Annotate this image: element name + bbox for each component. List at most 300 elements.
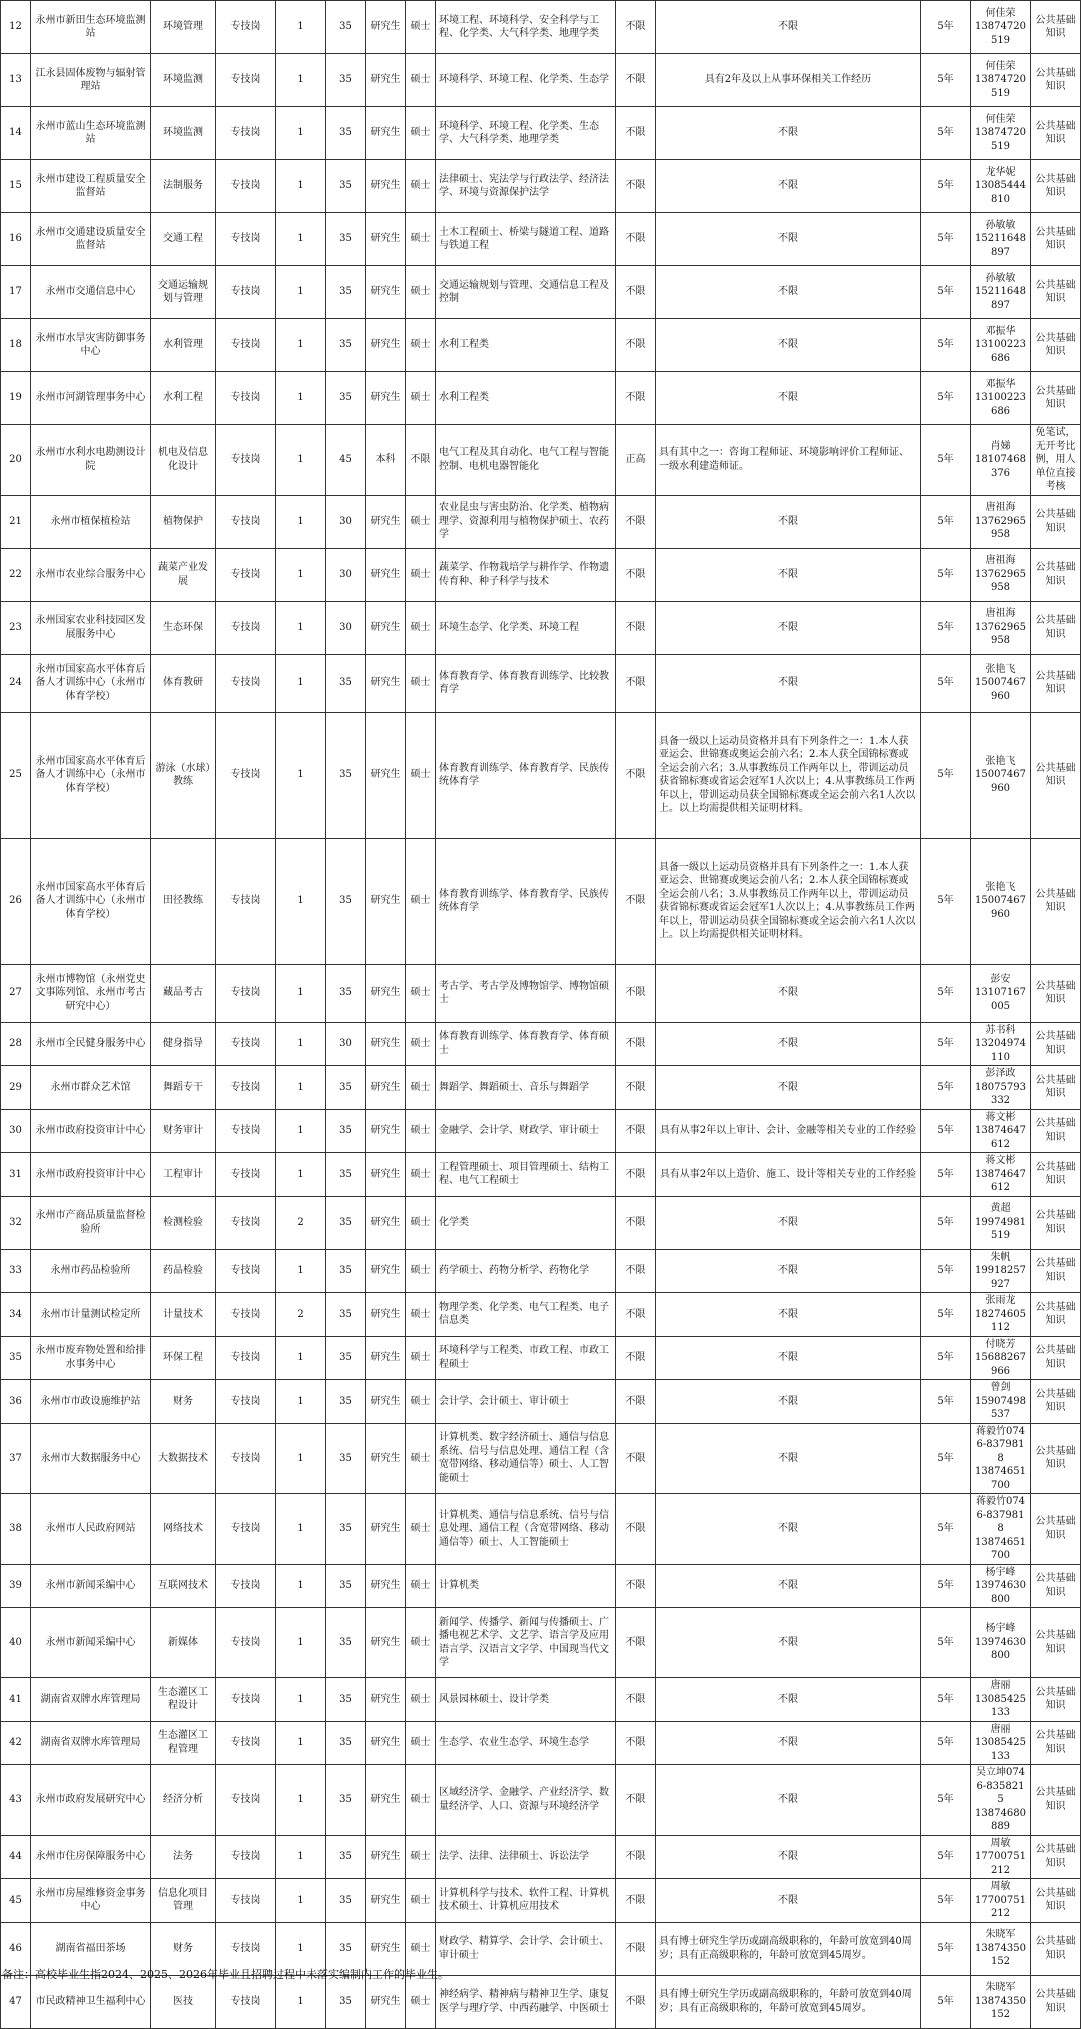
cell-education: 研究生: [366, 1022, 406, 1066]
cell-headcount: 1: [276, 1975, 326, 2028]
cell-service-years: 5年: [921, 1494, 971, 1565]
cell-headcount: 1: [276, 107, 326, 160]
cell-education: 研究生: [366, 266, 406, 319]
cell-contact: 朱晓军 13874350152: [971, 1922, 1031, 1975]
cell-degree: 硕士: [406, 1564, 436, 1608]
cell-title-requirement: 不限: [616, 1678, 656, 1722]
cell-major: 财政学、精算学、会计学、会计硕士、审计硕士: [436, 1922, 616, 1975]
cell-row-number: 42: [1, 1721, 31, 1765]
cell-age-limit: 35: [326, 1293, 366, 1337]
cell-post-name: 大数据技术: [151, 1423, 216, 1494]
cell-degree: 硕士: [406, 1975, 436, 2028]
cell-service-years: 5年: [921, 1336, 971, 1380]
cell-post-category: 专技岗: [216, 654, 276, 712]
cell-post-category: 专技岗: [216, 266, 276, 319]
cell-major: 会计学、会计硕士、审计硕士: [436, 1380, 616, 1424]
cell-headcount: 1: [276, 1678, 326, 1722]
cell-exam-subject: 公共基础知识: [1031, 1975, 1081, 2028]
cell-exam-subject: 公共基础知识: [1031, 1293, 1081, 1337]
cell-other-requirement: 具有从事2年以上审计、会计、金融等相关专业的工作经验: [656, 1109, 921, 1153]
cell-education: 研究生: [366, 838, 406, 964]
cell-major: 法律硕士、宪法学与行政法学、经济法学、环境与资源保护法学: [436, 160, 616, 213]
cell-degree: 硕士: [406, 1249, 436, 1293]
cell-unit-name: 永州市房屋维修资金事务中心: [31, 1879, 151, 1923]
cell-headcount: 1: [276, 1022, 326, 1066]
cell-age-limit: 35: [326, 1066, 366, 1110]
cell-headcount: 1: [276, 1608, 326, 1678]
cell-title-requirement: 不限: [616, 1066, 656, 1110]
table-row: [1, 712, 1081, 838]
cell-post-name: 舞蹈专干: [151, 1066, 216, 1110]
cell-title-requirement: 不限: [616, 107, 656, 160]
cell-row-number: 15: [1, 160, 31, 213]
cell-exam-subject: 公共基础知识: [1031, 1, 1081, 54]
cell-contact: 吴立坤0746-8358215 13874680889: [971, 1765, 1031, 1836]
table-row: [1, 1336, 1081, 1380]
cell-row-number: 21: [1, 495, 31, 548]
table-row: [1, 601, 1081, 654]
cell-post-category: 专技岗: [216, 1494, 276, 1565]
cell-post-name: 工程审计: [151, 1153, 216, 1197]
cell-title-requirement: 不限: [616, 964, 656, 1022]
cell-other-requirement: 具有从事2年以上造价、施工、设计等相关专业的工作经验: [656, 1153, 921, 1197]
cell-major: 电气工程及其自动化、电气工程与智能控制、电机电器智能化: [436, 425, 616, 496]
cell-other-requirement: 不限: [656, 1, 921, 54]
cell-other-requirement: 不限: [656, 1249, 921, 1293]
cell-post-name: 游泳（水球）教练: [151, 712, 216, 838]
cell-degree: 硕士: [406, 1066, 436, 1110]
cell-service-years: 5年: [921, 1678, 971, 1722]
cell-age-limit: 35: [326, 1564, 366, 1608]
cell-title-requirement: 不限: [616, 1879, 656, 1923]
cell-education: 研究生: [366, 1922, 406, 1975]
cell-post-name: 网络技术: [151, 1494, 216, 1565]
cell-title-requirement: 不限: [616, 1608, 656, 1678]
cell-service-years: 5年: [921, 319, 971, 372]
cell-contact: 唐丽 13085425133: [971, 1678, 1031, 1722]
cell-exam-subject: 公共基础知识: [1031, 1922, 1081, 1975]
cell-age-limit: 30: [326, 601, 366, 654]
cell-exam-subject: 公共基础知识: [1031, 1022, 1081, 1066]
cell-headcount: 1: [276, 160, 326, 213]
cell-service-years: 5年: [921, 1721, 971, 1765]
cell-degree: 硕士: [406, 1153, 436, 1197]
cell-headcount: 1: [276, 54, 326, 107]
cell-post-name: 机电及信息化设计: [151, 425, 216, 496]
cell-exam-subject: 公共基础知识: [1031, 160, 1081, 213]
cell-other-requirement: 不限: [656, 1608, 921, 1678]
cell-other-requirement: 不限: [656, 1336, 921, 1380]
cell-major: 环境科学、环境工程、化学类、生态学、大气科学类、地理学类: [436, 107, 616, 160]
cell-education: 研究生: [366, 1109, 406, 1153]
cell-unit-name: 永州市住房保障服务中心: [31, 1835, 151, 1879]
cell-post-name: 生态环保: [151, 601, 216, 654]
table-row: [1, 107, 1081, 160]
cell-post-category: 专技岗: [216, 107, 276, 160]
cell-headcount: 1: [276, 372, 326, 425]
cell-education: 研究生: [366, 1, 406, 54]
cell-contact: 唐丽 13085425133: [971, 1721, 1031, 1765]
cell-unit-name: 永州市全民健身服务中心: [31, 1022, 151, 1066]
cell-title-requirement: 不限: [616, 838, 656, 964]
cell-age-limit: 45: [326, 425, 366, 496]
cell-post-category: 专技岗: [216, 1975, 276, 2028]
cell-education: 研究生: [366, 372, 406, 425]
cell-education: 研究生: [366, 601, 406, 654]
cell-education: 本科: [366, 425, 406, 496]
cell-other-requirement: 不限: [656, 1835, 921, 1879]
cell-row-number: 46: [1, 1922, 31, 1975]
cell-exam-subject: 公共基础知识: [1031, 1835, 1081, 1879]
cell-education: 研究生: [366, 160, 406, 213]
cell-post-name: 水利管理: [151, 319, 216, 372]
footnote: 备注：高校毕业生指2024、2025、2026年毕业且招聘过程中未落实编制内工作的毕业生。: [2, 1968, 449, 1981]
table-row: [1, 1293, 1081, 1337]
cell-post-category: 专技岗: [216, 601, 276, 654]
cell-title-requirement: 不限: [616, 160, 656, 213]
cell-exam-subject: 公共基础知识: [1031, 1249, 1081, 1293]
cell-exam-subject: 公共基础知识: [1031, 213, 1081, 266]
cell-age-limit: 35: [326, 319, 366, 372]
cell-post-category: 专技岗: [216, 1293, 276, 1337]
cell-major: 蔬菜学、作物栽培学与耕作学、作物遗传育种、种子科学与技术: [436, 548, 616, 601]
cell-major: 水利工程类: [436, 372, 616, 425]
cell-title-requirement: 不限: [616, 1109, 656, 1153]
cell-unit-name: 永州市群众艺术馆: [31, 1066, 151, 1110]
cell-other-requirement: 不限: [656, 601, 921, 654]
cell-unit-name: 湖南省双牌水库管理局: [31, 1678, 151, 1722]
cell-contact: 邓振华 13100223686: [971, 372, 1031, 425]
cell-contact: 龙华妮 13085444810: [971, 160, 1031, 213]
cell-post-category: 专技岗: [216, 1196, 276, 1249]
cell-headcount: 1: [276, 1879, 326, 1923]
cell-headcount: 1: [276, 213, 326, 266]
cell-row-number: 31: [1, 1153, 31, 1197]
cell-unit-name: 永州市交通建设质量安全监督站: [31, 213, 151, 266]
cell-title-requirement: 不限: [616, 1494, 656, 1565]
cell-age-limit: 35: [326, 1153, 366, 1197]
cell-row-number: 35: [1, 1336, 31, 1380]
cell-major: 法学、法律、法律硕士、诉讼法学: [436, 1835, 616, 1879]
cell-contact: 何佳荣 13874720519: [971, 1, 1031, 54]
cell-contact: 周敏 17700751212: [971, 1835, 1031, 1879]
cell-service-years: 5年: [921, 1380, 971, 1424]
cell-row-number: 19: [1, 372, 31, 425]
cell-unit-name: 永州市药品检验所: [31, 1249, 151, 1293]
cell-other-requirement: 不限: [656, 1765, 921, 1836]
cell-contact: 蒋文彬 13874647612: [971, 1153, 1031, 1197]
cell-age-limit: 35: [326, 266, 366, 319]
cell-age-limit: 35: [326, 1765, 366, 1836]
cell-title-requirement: 不限: [616, 54, 656, 107]
cell-headcount: 1: [276, 1109, 326, 1153]
cell-service-years: 5年: [921, 1922, 971, 1975]
cell-headcount: 1: [276, 495, 326, 548]
cell-degree: 硕士: [406, 1109, 436, 1153]
cell-age-limit: 35: [326, 1423, 366, 1494]
cell-education: 研究生: [366, 1564, 406, 1608]
cell-post-category: 专技岗: [216, 712, 276, 838]
cell-exam-subject: 公共基础知识: [1031, 1564, 1081, 1608]
cell-row-number: 20: [1, 425, 31, 496]
cell-education: 研究生: [366, 107, 406, 160]
table-row: [1, 838, 1081, 964]
cell-major: 农业昆虫与害虫防治、化学类、植物病理学、资源利用与植物保护硕士、农药学: [436, 495, 616, 548]
cell-age-limit: 35: [326, 1109, 366, 1153]
cell-post-name: 交通工程: [151, 213, 216, 266]
cell-exam-subject: 公共基础知识: [1031, 495, 1081, 548]
cell-title-requirement: 不限: [616, 266, 656, 319]
cell-title-requirement: 不限: [616, 601, 656, 654]
cell-service-years: 5年: [921, 1249, 971, 1293]
table-row: [1, 1608, 1081, 1678]
cell-row-number: 28: [1, 1022, 31, 1066]
table-row: [1, 1975, 1081, 2028]
cell-post-category: 专技岗: [216, 1835, 276, 1879]
cell-unit-name: 永州市国家高水平体育后备人才训练中心（永州市体育学校）: [31, 654, 151, 712]
cell-other-requirement: 具备一级以上运动员资格并具有下列条件之一：1.本人获亚运会、世锦赛或奥运会前八名；2.本人获全国锦标赛或全运会前八名；3.从事教练员工作两年以上，带训运动员获省锦标赛或省运会冠军1人次以上；4.从事教练员工作两年以上，带训运动员获全国锦标赛或全运会前六名1人次以上。以上均需提供相关证明材料。: [656, 838, 921, 964]
cell-row-number: 26: [1, 838, 31, 964]
cell-service-years: 5年: [921, 1196, 971, 1249]
cell-age-limit: 35: [326, 1721, 366, 1765]
cell-degree: 硕士: [406, 1196, 436, 1249]
cell-other-requirement: 不限: [656, 1494, 921, 1565]
cell-age-limit: 35: [326, 1494, 366, 1565]
cell-age-limit: 35: [326, 964, 366, 1022]
cell-post-category: 专技岗: [216, 1721, 276, 1765]
cell-unit-name: 市民政精神卫生福利中心: [31, 1975, 151, 2028]
cell-row-number: 22: [1, 548, 31, 601]
cell-other-requirement: 不限: [656, 266, 921, 319]
cell-service-years: 5年: [921, 1, 971, 54]
cell-title-requirement: 正高: [616, 425, 656, 496]
cell-age-limit: 35: [326, 1380, 366, 1424]
table-row: [1, 548, 1081, 601]
cell-post-category: 专技岗: [216, 1109, 276, 1153]
cell-education: 研究生: [366, 213, 406, 266]
table-row: [1, 1678, 1081, 1722]
cell-service-years: 5年: [921, 372, 971, 425]
cell-contact: 朱帆 19918257927: [971, 1249, 1031, 1293]
cell-row-number: 34: [1, 1293, 31, 1337]
cell-major: 环境工程、环境科学、安全科学与工程、化学类、大气科学类、地理学类: [436, 1, 616, 54]
cell-title-requirement: 不限: [616, 1336, 656, 1380]
cell-title-requirement: 不限: [616, 213, 656, 266]
cell-major: 计算机类: [436, 1564, 616, 1608]
cell-title-requirement: 不限: [616, 372, 656, 425]
cell-row-number: 17: [1, 266, 31, 319]
cell-other-requirement: 具备一级以上运动员资格并具有下列条件之一：1.本人获亚运会、世锦赛或奥运会前六名；2.本人获全国锦标赛或全运会前六名；3.从事教练员工作两年以上，带训运动员获省锦标赛或省运会冠军1人次以上；4.从事教练员工作两年以上，带训运动员获全国锦标赛或全运会前六名1人次以上。以上均需提供相关证明材料。: [656, 712, 921, 838]
cell-post-category: 专技岗: [216, 372, 276, 425]
cell-contact: 唐祖海 13762965958: [971, 548, 1031, 601]
cell-unit-name: 永州市国家高水平体育后备人才训练中心（永州市体育学校）: [31, 838, 151, 964]
cell-contact: 彭安 13107167005: [971, 964, 1031, 1022]
cell-major: 水利工程类: [436, 319, 616, 372]
cell-exam-subject: 公共基础知识: [1031, 266, 1081, 319]
cell-post-category: 专技岗: [216, 54, 276, 107]
cell-headcount: 1: [276, 1721, 326, 1765]
cell-post-category: 专技岗: [216, 319, 276, 372]
cell-other-requirement: 不限: [656, 495, 921, 548]
cell-service-years: 5年: [921, 266, 971, 319]
cell-contact: 孙敏敏 15211648897: [971, 266, 1031, 319]
cell-age-limit: 35: [326, 213, 366, 266]
cell-title-requirement: 不限: [616, 1380, 656, 1424]
cell-row-number: 24: [1, 654, 31, 712]
cell-other-requirement: 具有2年及以上从事环保相关工作经历: [656, 54, 921, 107]
cell-major: 风景园林硕士、设计学类: [436, 1678, 616, 1722]
cell-title-requirement: 不限: [616, 1, 656, 54]
cell-headcount: 1: [276, 1765, 326, 1836]
cell-headcount: 1: [276, 1922, 326, 1975]
cell-post-category: 专技岗: [216, 1022, 276, 1066]
cell-headcount: 1: [276, 1564, 326, 1608]
cell-unit-name: 永州市政府投资审计中心: [31, 1153, 151, 1197]
cell-post-name: 财务审计: [151, 1109, 216, 1153]
cell-other-requirement: 不限: [656, 654, 921, 712]
cell-headcount: 1: [276, 601, 326, 654]
cell-degree: 硕士: [406, 1721, 436, 1765]
cell-post-name: 体育教研: [151, 654, 216, 712]
cell-service-years: 5年: [921, 1835, 971, 1879]
cell-contact: 张艳飞 15007467960: [971, 654, 1031, 712]
cell-exam-subject: 公共基础知识: [1031, 1109, 1081, 1153]
cell-education: 研究生: [366, 1336, 406, 1380]
cell-service-years: 5年: [921, 1153, 971, 1197]
cell-other-requirement: 不限: [656, 1380, 921, 1424]
cell-service-years: 5年: [921, 601, 971, 654]
cell-major: 环境生态学、化学类、环境工程: [436, 601, 616, 654]
cell-headcount: 2: [276, 1196, 326, 1249]
cell-education: 研究生: [366, 1608, 406, 1678]
table-row: [1, 1196, 1081, 1249]
cell-major: 环境科学、环境工程、化学类、生态学: [436, 54, 616, 107]
table-row: [1, 213, 1081, 266]
cell-row-number: 40: [1, 1608, 31, 1678]
cell-age-limit: 35: [326, 1879, 366, 1923]
cell-education: 研究生: [366, 1975, 406, 2028]
cell-unit-name: 永州市农业综合服务中心: [31, 548, 151, 601]
cell-unit-name: 永州市计量测试检定所: [31, 1293, 151, 1337]
cell-unit-name: 永州市交通信息中心: [31, 266, 151, 319]
cell-title-requirement: 不限: [616, 1835, 656, 1879]
cell-post-name: 生态灌区工程管理: [151, 1721, 216, 1765]
cell-exam-subject: 公共基础知识: [1031, 1879, 1081, 1923]
cell-row-number: 32: [1, 1196, 31, 1249]
cell-contact: 何佳荣 13874720519: [971, 107, 1031, 160]
cell-exam-subject: 公共基础知识: [1031, 319, 1081, 372]
cell-headcount: 2: [276, 1293, 326, 1337]
table-row: [1, 266, 1081, 319]
cell-post-category: 专技岗: [216, 1249, 276, 1293]
cell-unit-name: 永州市水旱灾害防御事务中心: [31, 319, 151, 372]
cell-degree: 硕士: [406, 1835, 436, 1879]
cell-other-requirement: 具有其中之一：咨询工程师证、环境影响评价工程师证、一级水利建造师证。: [656, 425, 921, 496]
cell-degree: 硕士: [406, 1293, 436, 1337]
cell-education: 研究生: [366, 495, 406, 548]
cell-major: 体育教育训练学、体育教育学、体育硕士: [436, 1022, 616, 1066]
cell-degree: 硕士: [406, 1678, 436, 1722]
cell-title-requirement: 不限: [616, 1196, 656, 1249]
cell-post-name: 植物保护: [151, 495, 216, 548]
cell-education: 研究生: [366, 548, 406, 601]
cell-degree: 硕士: [406, 838, 436, 964]
cell-post-category: 专技岗: [216, 1380, 276, 1424]
cell-other-requirement: 不限: [656, 213, 921, 266]
table-row: [1, 1835, 1081, 1879]
cell-degree: 硕士: [406, 107, 436, 160]
cell-unit-name: 永州市产商品质量监督检验所: [31, 1196, 151, 1249]
cell-degree: 硕士: [406, 1423, 436, 1494]
cell-title-requirement: 不限: [616, 654, 656, 712]
cell-education: 研究生: [366, 1835, 406, 1879]
cell-major: 计算机类、数字经济硕士、通信与信息系统、信号与信息处理、通信工程（含宽带网络、移动通信等）硕士、人工智能硕士: [436, 1423, 616, 1494]
cell-contact: 何佳荣 13874720519: [971, 54, 1031, 107]
cell-row-number: 27: [1, 964, 31, 1022]
cell-other-requirement: 不限: [656, 964, 921, 1022]
cell-post-name: 计量技术: [151, 1293, 216, 1337]
cell-row-number: 30: [1, 1109, 31, 1153]
table-row: [1, 1109, 1081, 1153]
table-row: [1, 964, 1081, 1022]
cell-major: 区域经济学、金融学、产业经济学、数量经济学、人口、资源与环境经济学: [436, 1765, 616, 1836]
cell-post-name: 健身指导: [151, 1022, 216, 1066]
cell-age-limit: 35: [326, 1678, 366, 1722]
cell-exam-subject: 公共基础知识: [1031, 712, 1081, 838]
cell-service-years: 5年: [921, 712, 971, 838]
cell-unit-name: 永州市人民政府网站: [31, 1494, 151, 1565]
cell-post-name: 新媒体: [151, 1608, 216, 1678]
cell-unit-name: 永州市大数据服务中心: [31, 1423, 151, 1494]
cell-age-limit: 30: [326, 1022, 366, 1066]
cell-post-name: 检测检验: [151, 1196, 216, 1249]
cell-degree: 硕士: [406, 712, 436, 838]
table-row: [1, 160, 1081, 213]
table-row: [1, 1721, 1081, 1765]
cell-row-number: 23: [1, 601, 31, 654]
cell-unit-name: 永州市新闻采编中心: [31, 1608, 151, 1678]
cell-post-name: 经济分析: [151, 1765, 216, 1836]
cell-age-limit: 35: [326, 1975, 366, 2028]
cell-row-number: 16: [1, 213, 31, 266]
cell-post-name: 互联网技术: [151, 1564, 216, 1608]
cell-post-name: 环保工程: [151, 1336, 216, 1380]
cell-service-years: 5年: [921, 654, 971, 712]
cell-post-name: 法制服务: [151, 160, 216, 213]
cell-degree: 硕士: [406, 1608, 436, 1678]
cell-row-number: 45: [1, 1879, 31, 1923]
cell-contact: 孙敏敏 15211648897: [971, 213, 1031, 266]
cell-contact: 肖娣 18107468376: [971, 425, 1031, 496]
cell-education: 研究生: [366, 1721, 406, 1765]
cell-degree: 硕士: [406, 54, 436, 107]
cell-exam-subject: 公共基础知识: [1031, 1196, 1081, 1249]
cell-age-limit: 35: [326, 712, 366, 838]
cell-major: 舞蹈学、舞蹈硕士、音乐与舞蹈学: [436, 1066, 616, 1110]
table-row: [1, 1765, 1081, 1836]
cell-exam-subject: 公共基础知识: [1031, 601, 1081, 654]
table-row: [1, 654, 1081, 712]
cell-degree: 硕士: [406, 1879, 436, 1923]
cell-title-requirement: 不限: [616, 1975, 656, 2028]
table-row: [1, 1423, 1081, 1494]
cell-age-limit: 35: [326, 654, 366, 712]
cell-contact: 周敏 17700751212: [971, 1879, 1031, 1923]
cell-unit-name: 永州市水利水电勘测设计院: [31, 425, 151, 496]
cell-contact: 曾剑 15907498537: [971, 1380, 1031, 1424]
cell-other-requirement: 不限: [656, 548, 921, 601]
cell-post-name: 财务: [151, 1922, 216, 1975]
